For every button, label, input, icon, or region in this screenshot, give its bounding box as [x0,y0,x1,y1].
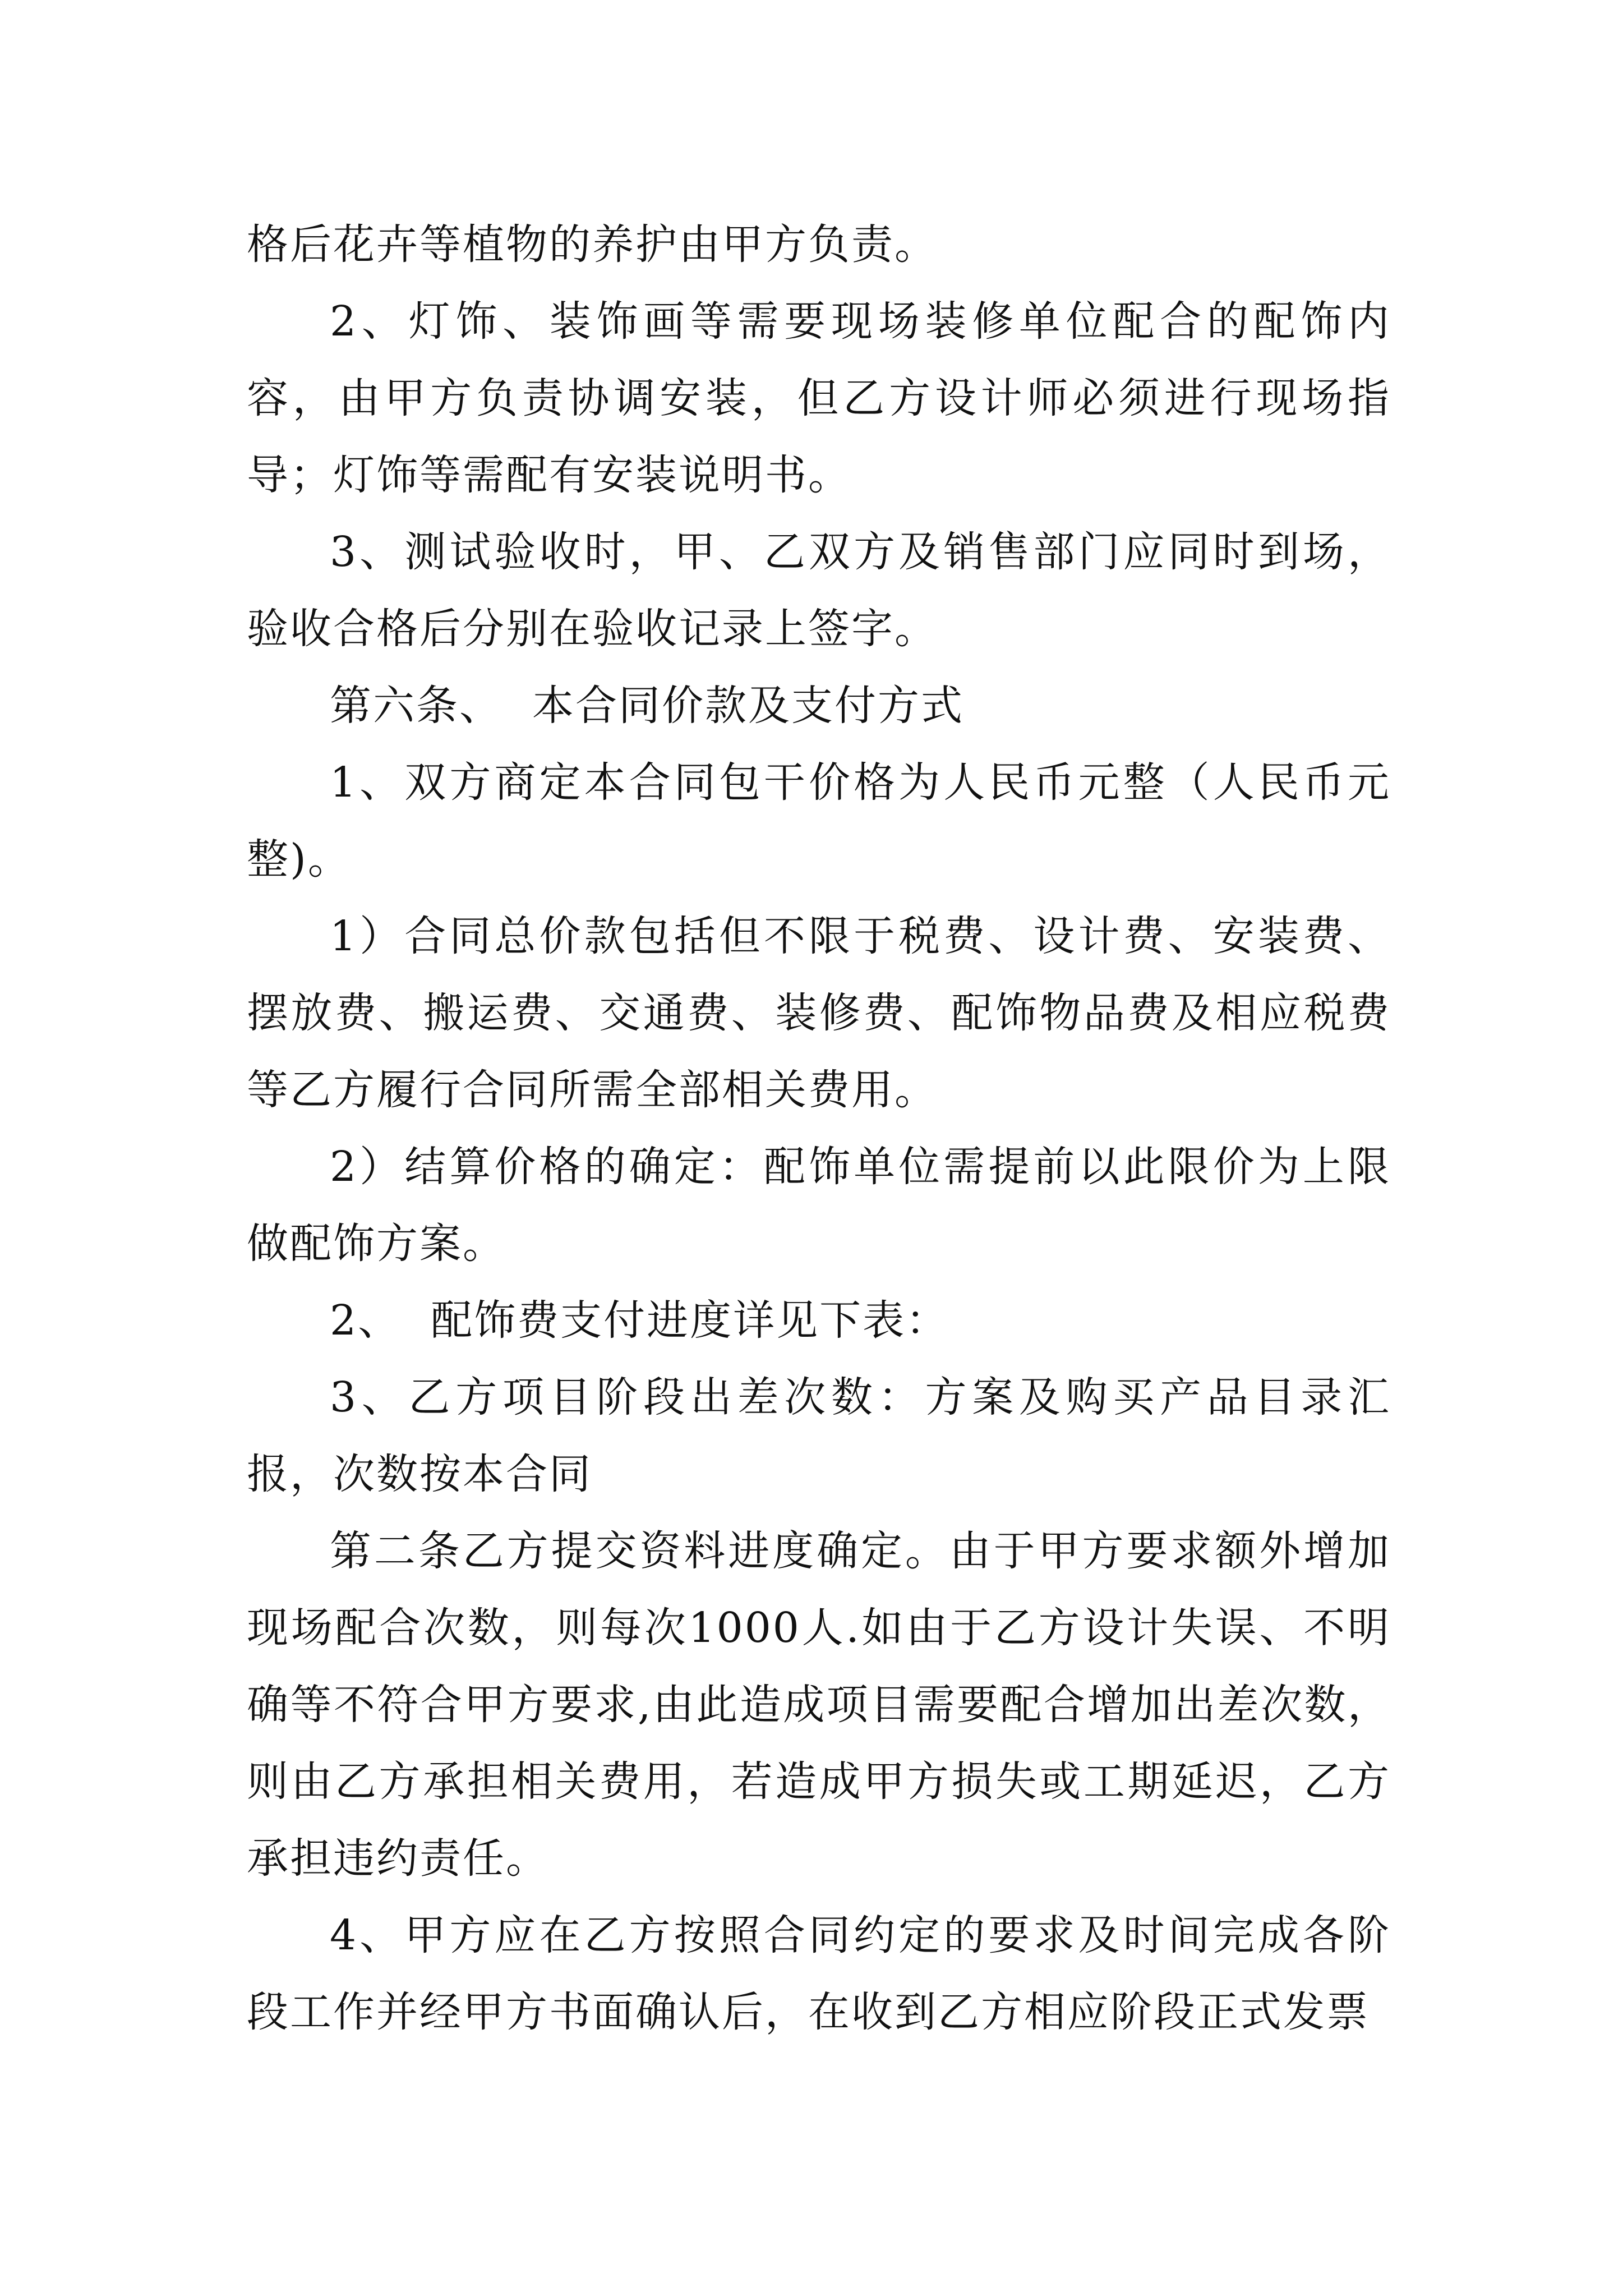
document-body [247,206,1391,2051]
paragraph-item-2-payment-schedule: 2、 配饰费支付进度详见下表： [330,1296,949,1345]
paragraph-item-3-acceptance: 3、测试验收时，甲、乙双方及销售部门应同时到场，验收合格后分别在验收记录上签字。 [247,528,1391,653]
paragraph-item-3-travel: 3、乙方项目阶段出差次数：方案及购买产品目录汇报，次数按本合同 [247,1373,1391,1498]
paragraph-subitem-2-settlement: 2）结算价格的确定：配饰单位需提前以此限价为上限做配饰方案。 [247,1143,1391,1268]
paragraph-article-2-extra-trips: 第二条乙方提交资料进度确定。由于甲方要求额外增加现场配合次数，则每次1000人.如由于乙方设计失误、不明确等不符合甲方要求,由此造成项目需要配合增加出差次数，则由乙方承担相关费用，若造成甲方损失或工期延迟，乙方承担违约责任。 [247,1527,1391,1883]
paragraph-continuation: 格后花卉等植物的养护由甲方负责。 [247,220,938,269]
paragraph-subitem-1-total-price: 1）合同总价款包括但不限于税费、设计费、安装费、摆放费、搬运费、交通费、装修费、配饰物品费及相应税费等乙方履行合同所需全部相关费用。 [247,912,1391,1114]
paragraph-item-1-price: 1、双方商定本合同包干价格为人民币元整（人民币元整)。 [247,758,1391,884]
paragraph-item-4-payment-conditions: 4、甲方应在乙方按照合同约定的要求及时间完成各阶段工作并经甲方书面确认后，在收到乙方相应阶段正式发票 [247,1911,1391,2036]
paragraph-item-2-decorations: 2、灯饰、装饰画等需要现场装修单位配合的配饰内容，由甲方负责协调安装，但乙方设计师必须进行现场指导；灯饰等需配有安装说明书。 [247,297,1391,499]
section-heading-article-6: 第六条、 本合同价款及支付方式 [330,682,965,730]
